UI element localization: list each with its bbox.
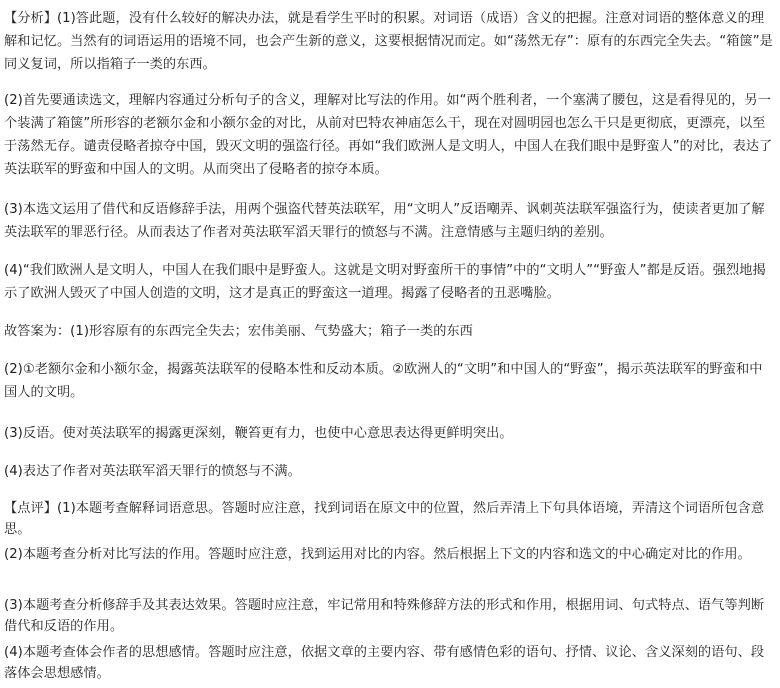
answer-line-4: (4)表达了作者对英法联军滔天罪行的愤怒与不满。 <box>4 464 301 479</box>
comment-line-4: (4)本题考查体会作者的思想感情。答题时应注意，依据文章的主要内容、带有感情色彩的语句、抒情、议论、含义深刻的语句、段落体会思想感情。 <box>4 645 765 681</box>
comment-line-2: (2)本题考查分析对比写法的作用。答题时应注意，找到运用对比的内容。然后根据上下文的内容和选文的中心确定对比的作用。 <box>4 547 751 562</box>
answer-line-3: (3)反语。使对英法联军的揭露更深刻，鞭笞更有力，也使中心意思表达得更鲜明突出。 <box>4 426 513 441</box>
analysis-paragraph-4: (4)“我们欧洲人是文明人，中国人在我们眼中是野蛮人。这就是文明对野蛮所干的事情”中的“文明人”“野蛮人”都是反语。强烈地揭示了欧洲人毁灭了中国人创造的文明，这才是真正的野蛮这一道理。揭露了侵略者的丑恶嘴脸。 <box>4 263 766 301</box>
comment-line-3: (3)本题考查分析修辞手及其表达效果。答题时应注意，牢记常用和特殊修辞方法的形式和作用，根据用词、句式特点、语气等判断借代和反语的作用。 <box>4 598 765 634</box>
analysis-paragraph-2: (2)首先要通读选文，理解内容通过分析句子的含义，理解对比写法的作用。如“两个胜利者，一个塞满了腰包，这是看得见的，另一个装满了箱箧”所形容的老额尔金和小额尔金的对比，从前对巴特农神庙怎么干，现在对圆明园也怎么干只是更彻底，更漂亮，以至于荡然无存。谴责侵略者掠夺中国，毁灭文明的强盗行径。再如“我们欧洲人是文明人，中国人在我们眼中是野蛮人”的对比，表达了英法联军的野蛮和中国人的文明。从而突出了侵略者的掠夺本质。 <box>4 93 773 177</box>
answer-line-2: (2)①老额尔金和小额尔金，揭露英法联军的侵略本性和反动本质。②欧洲人的“文明”和中国人的“野蛮”，揭示英法联军的野蛮和中国人的文明。 <box>4 362 763 400</box>
answer-line-1: 故答案为：(1)形容原有的东西完全失去；宏伟美丽、气势盛大；箱子一类的东西 <box>4 324 473 339</box>
comment-line-1: 【点评】(1)本题考查解释词语意思。答题时应注意，找到词语在原文中的位置，然后弄清上下句具体语境，弄清这个词语所包含意思。 <box>4 501 765 537</box>
analysis-paragraph-1: 【分析】(1)答此题，没有什么较好的解决办法，就是看学生平时的积累。对词语（成语）含义的把握。注意对词语的整体意义的理解和记忆。当然有的词语运用的语境不同，也会产生新的意义，这要根据情况而定。如“荡然无存”：原有的东西完全失去。“箱箧”是同义复词，所以指箱子一类的东西。 <box>4 11 773 72</box>
analysis-paragraph-3: (3)本选文运用了借代和反语修辞手法，用两个强盗代替英法联军，用“文明人”反语嘲弄、讽刺英法联军强盗行为，使读者更加了解英法联军的罪恶行径。从而表达了作者对英法联军滔天罪行的愤怒与不满。注意情感与主题归纳的差别。 <box>4 202 765 240</box>
